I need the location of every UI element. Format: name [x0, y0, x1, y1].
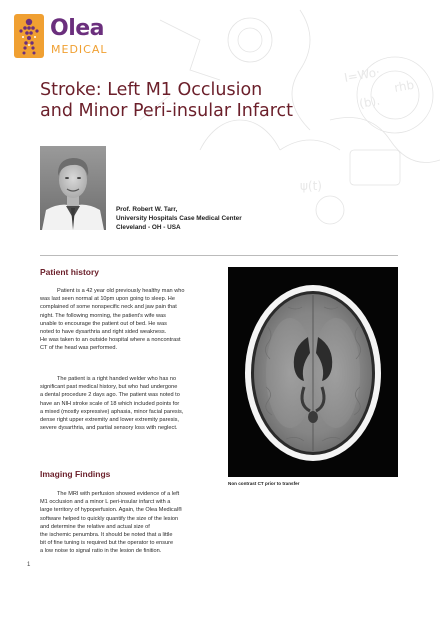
history-paragraph-2 — [40, 375, 218, 432]
text-line: a dental procedure 2 days ago. The patient was noted to — [40, 392, 180, 399]
text-line: have an NIH stroke scale of 18 which included points for — [40, 400, 180, 407]
author-portrait — [40, 146, 106, 230]
text-line: large territory of hypoperfusion. Again, the Olea Medical® — [40, 507, 183, 514]
logo-name: Olea — [50, 16, 105, 41]
image-caption: Non contrast CT prior to transfer — [228, 481, 300, 486]
svg-text:ψ(t): ψ(t) — [300, 179, 322, 193]
text-line: a low noise to signal ratio in the lesion de finition. — [40, 548, 162, 555]
author-info — [116, 205, 242, 232]
text-line: was last seen normal at 10pm upon going to sleep. He — [40, 296, 175, 303]
page-title — [40, 80, 380, 122]
title-line-2: and Minor Peri-insular Infarct — [40, 101, 294, 121]
text-line: CT of the head was performed. — [40, 345, 118, 352]
text-line: complained of some nonspecific neck and jaw pain that — [40, 304, 177, 311]
text-line: bit of fine tuning is required but the operator to ensure — [40, 540, 174, 547]
human-figure-icon — [14, 14, 44, 58]
text-line: a mixed (mostly expressive) aphasia, minor facial paresis, — [40, 408, 184, 415]
ct-scan-image — [228, 267, 398, 477]
author-name: Prof. Robert W. Tarr, — [116, 206, 178, 213]
olea-logo — [14, 14, 134, 58]
logo-subtitle: MEDICAL — [51, 43, 108, 56]
text-line: M1 occlusion and a minor L peri-insular infarct with a — [40, 499, 171, 506]
text-line: dense right upper extremity and lower extremity paresis, — [40, 417, 179, 424]
text-line: significant past medical history, but who had undergone — [40, 384, 178, 391]
text-line: unable to encourage the patient out of bed. He was — [40, 320, 167, 327]
text-line: Patient is a 42 year old previously healthy man who — [57, 288, 185, 294]
svg-text:(b).: (b). — [358, 93, 382, 111]
svg-text:rhb: rhb — [393, 77, 416, 95]
text-line: and determine the relative and actual size of — [40, 523, 150, 530]
text-line: The MRI with perfusion showed evidence of a left — [57, 491, 180, 497]
page-number: 1 — [27, 562, 31, 568]
section-heading-imaging-findings: Imaging Findings — [40, 469, 111, 479]
svg-text:I=Wo·: I=Wo· — [343, 64, 381, 85]
divider — [40, 255, 398, 256]
history-paragraph-1 — [40, 287, 218, 353]
findings-paragraph-1 — [40, 490, 218, 556]
text-line: the ischemic penumbra. It should be noted that a little — [40, 532, 173, 539]
text-line: He was taken to an outside hospital where a noncontrast — [40, 337, 181, 344]
author-affiliation: University Hospitals Case Medical Center — [116, 215, 242, 222]
text-line: noted to have dysarthria and right sided weakness. — [40, 329, 167, 336]
title-line-1: Stroke: Left M1 Occlusion — [40, 80, 263, 100]
text-line: The patient is a right handed welder who has no — [57, 376, 177, 382]
text-line: software helped to quickly quantify the size of the lesion — [40, 515, 179, 522]
section-heading-patient-history: Patient history — [40, 267, 100, 277]
author-location: Cleveland - OH - USA — [116, 224, 181, 231]
text-line: severe dysarthria, and partial sensory loss with neglect. — [40, 425, 178, 432]
text-line: night. The following morning, the patient's wife was — [40, 312, 166, 319]
